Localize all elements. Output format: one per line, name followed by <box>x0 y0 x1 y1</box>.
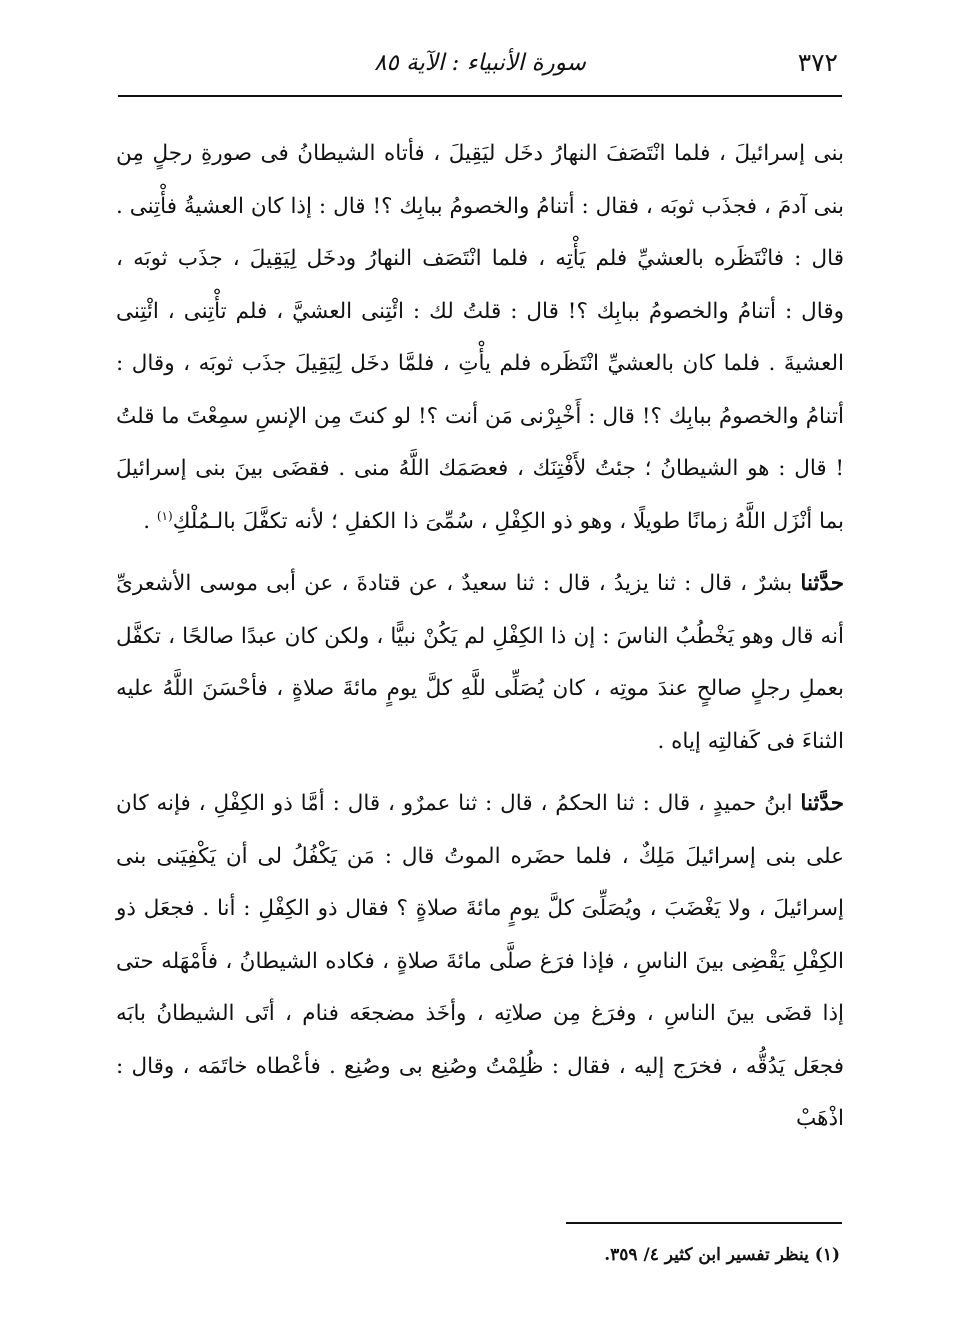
header-divider <box>118 95 842 97</box>
paragraph-text: بنى إسرائيلَ ، فلما انْتَصَفَ النهارُ دخَل ليَقِيلَ ، فأتاه الشيطانُ فى صورةِ رجلٍ مِن بنى آدمَ ، فجذَب ثوبَه ، فقال : أتنامُ والخصومُ ببابِك ؟! قال : إذا كان العشيةُ فأْتِنى . قال : فانْتَظَره بالعشيِّ فلم يَأْتِه ، فلما انْتَصَف النهارُ ودخَل لِيَقِيلَ ، جذَب ثوبَه ، وقال : أتنامُ والخصومُ ببابِك ؟! قال : قلتُ لك : ائْتِنى العشيَّ ، فلم تأْتِنى ، ائْتِنى العشيةَ . فلما كان بالعشيِّ انْتَظَره فلم يأْتِ ، فلمَّا دخَل لِيَقِيلَ جذَب ثوبَه ، وقال : أتنامُ والخصومُ ببابِك ؟! قال : أَخْبِرْنى مَن أنت ؟! لو كنتَ مِن الإنسِ سمِعْتَ ما قلتُ ! قال : هو الشيطانُ ؛ جئتُ لأَفْتِنَك ، فعصَمَك اللَّهُ منى . فقضَى بينَ بنى إسرائيلَ بما أنْزَل اللَّهُ زمانًا طويلًا ، وهو ذو الكِفْلِ ، سُمِّىَ ذا الكفلِ ؛ لأنه تكفَّلَ بالـمُلْكِ <box>116 141 844 534</box>
footnote-divider <box>566 1222 842 1224</box>
paragraph-tail: . <box>143 508 157 534</box>
paragraph-2 <box>116 558 844 768</box>
running-title: سورة الأنبياء : الآية ٨٥ <box>374 50 586 76</box>
paragraph-text: بشرٌ ، قال : ثنا يزيدُ ، قال : ثنا سعيدٌ ، عن قتادةَ ، عن أبى موسى الأشعرىِّ أنه قال وهو يَخْطُبُ الناسَ : إن ذا الكِفْلِ لم يَكُنْ نبيًّا ، ولكن كان عبدًا صالحًا ، تكفَّل بعملِ رجلٍ صالحٍ عندَ موتِه ، كان يُصَلِّى للَّهِ كلَّ يومٍ مائةَ صلاةٍ ، فأحْسَنَ اللَّهُ عليه الثناءَ فى كَفالتِه إياه . <box>116 571 844 754</box>
narrator-lead: حدَّثنا <box>800 791 844 816</box>
paragraph-text: ابنُ حميدٍ ، قال : ثنا الحكمُ ، قال : ثنا عمرٌو ، قال : أمَّا ذو الكِفْلِ ، فإنه كان على بنى إسرائيلَ مَلِكٌ ، فلما حضَره الموتُ قال : مَن يَكْفُلُ لى أن يَكْفِيَنى بنى إسرائيلَ ، ولا يَغْضَبَ ، ويُصَلِّىَ كلَّ يومٍ مائةَ صلاةٍ ؟ فقال ذو الكِفْلِ : أنا . فجعَل ذو الكِفْلِ يَقْضِى بينَ الناسِ ، فإذا فرَغ صلَّى مائةَ صلاةٍ ، فكاده الشيطانُ ، فأَمْهَله حتى إذا قضَى بينَ الناسِ ، وفرَغ مِن صلاتِه ، وأخَذ مضجعَه فنام ، أتَى الشيطانُ بابَه فجعَل يَدُقُّه ، فخرَج إليه ، فقال : ظُلِمْتُ وصُنِع بى وصُنِع . فأعْطاه خاتَمَه ، وقال : اذْهَبْ <box>116 791 844 1131</box>
paragraph-3 <box>116 778 844 1146</box>
footnote: (١) ينظر تفسير ابن كثير ٤/ ٣٥٩. <box>604 1245 840 1265</box>
page-number: ٣٧٢ <box>797 48 838 77</box>
page-body <box>116 128 844 1146</box>
footnote-reference: (١) <box>156 508 173 523</box>
paragraph-1 <box>116 128 844 548</box>
narrator-lead: حدَّثنا <box>800 571 844 596</box>
page-header <box>118 40 842 90</box>
